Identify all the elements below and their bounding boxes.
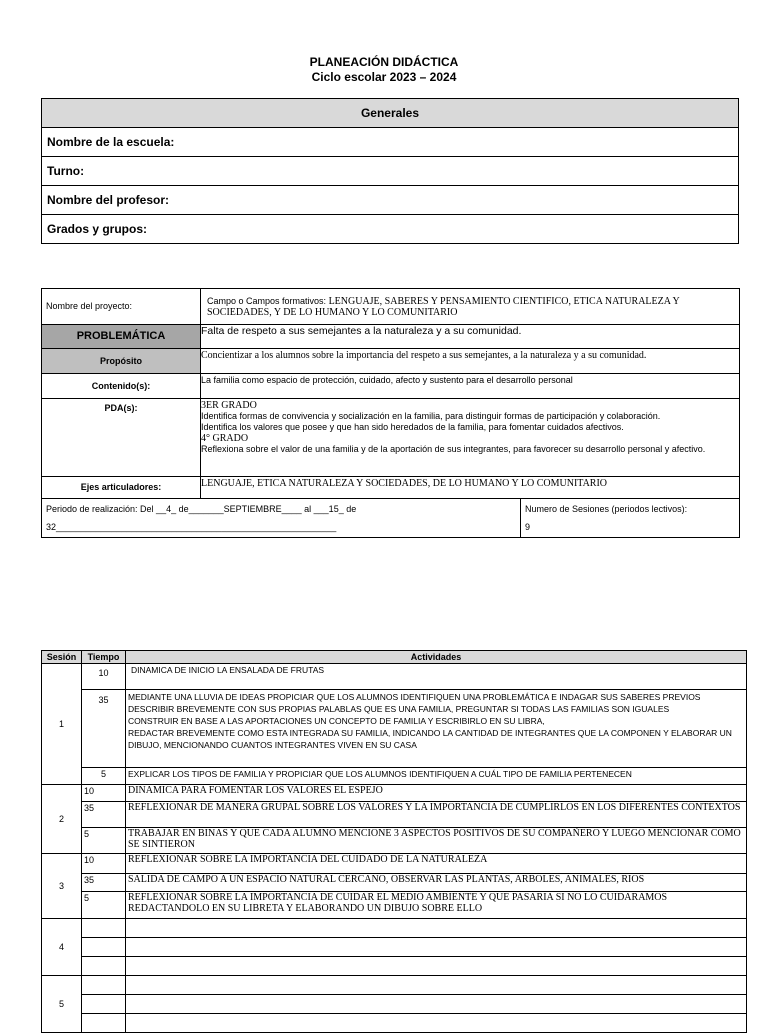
tiempo-cell: 10 [82,785,126,802]
sesion-4: 4 [42,919,82,976]
proyecto-table [41,288,740,538]
actividad-cell[interactable]: REFLEXIONAR SOBRE LA IMPORTANCIA DEL CUIDADO DE LA NATURALEZA [126,854,747,874]
ejes-label: Ejes articuladores: [42,477,201,499]
actividad-cell[interactable]: DINAMICA PARA FOMENTAR LOS VALORES EL ESPEJO [126,785,747,802]
actividad-line: MEDIANTE UNA LLUVIA DE IDEAS PROPICIAR QUE LOS ALUMNOS IDENTIFIQUEN UNA PROBLEMÁTICA E INDAGAR SUS SABERES PREVIOS [128,692,701,702]
contenido-value[interactable]: La familia como espacio de protección, cuidado, afecto y sustento para el desarrollo personal [201,374,740,399]
sesion-3: 3 [42,854,82,919]
nombre-profesor-field[interactable]: Nombre del profesor: [42,186,739,215]
sesion-2: 2 [42,785,82,854]
pda-label: PDA(s): [42,399,201,477]
actividad-line: CONSTRUIR EN BASE A LAS APORTACIONES UN CONCEPTO DE FAMILIA Y ESCRIBIRLO EN SU LIBRA, [128,716,545,726]
actividad-cell[interactable] [126,995,747,1014]
tiempo-cell: 35 [82,802,126,828]
tiempo-cell: 5 [82,828,126,854]
pda-line-3: Reflexiona sobre el valor de una familia y de la aportación de sus integrantes, para favorecer su desarrollo personal y afectivo. [201,444,706,454]
nombre-escuela-field[interactable]: Nombre de la escuela: [42,128,739,157]
header-actividades: Actividades [126,651,747,664]
nombre-proyecto-label: Nombre del proyecto: [42,289,201,325]
periodo-line-2: 32________________________________________________________ [46,522,337,532]
sesiones-cell[interactable] [521,499,740,538]
actividad-cell[interactable] [126,1014,747,1033]
proposito-label: Propósito [42,349,201,374]
tiempo-cell: 10 [82,854,126,874]
tiempo-cell: 35 [82,874,126,892]
contenido-label: Contenido(s): [42,374,201,399]
actividad-cell[interactable] [126,957,747,976]
pda-line-2: Identifica los valores que posee y que han sido heredados de la familia, para fomentar cuidados afectivos. [201,422,624,432]
campos-formativos-cell[interactable] [201,289,740,325]
actividad-cell[interactable] [126,938,747,957]
tiempo-cell[interactable] [82,1014,126,1033]
tiempo-cell: 5 [82,768,126,785]
document-title: PLANEACIÓN DIDÁCTICA [309,55,459,69]
pda-value[interactable] [201,399,740,477]
actividad-cell[interactable] [126,976,747,995]
header-tiempo: Tiempo [82,651,126,664]
actividad-line: REDACTAR BREVEMENTE COMO ESTA INTEGRADA SU FAMILIA, INDICANDO LA CANTIDAD DE INTEGRANTES QUE LA COMPONEN Y ELABORAR UN DIBUJO, MENCIONANDO CUANTOS INTEGRANTES VIVEN EN SU CASA [128,728,732,750]
tiempo-cell: 35 [82,690,126,768]
problematica-value[interactable]: Falta de respeto a sus semejantes a la naturaleza y a su comunidad. [201,325,740,349]
ejes-value[interactable]: LENGUAJE, ETICA NATURALEZA Y SOCIEDADES, DE LO HUMANO Y LO COMUNITARIO [201,477,740,499]
tiempo-cell[interactable] [82,938,126,957]
sesion-5: 5 [42,976,82,1033]
header-sesion: Sesión [42,651,82,664]
actividad-cell[interactable]: EXPLICAR LOS TIPOS DE FAMILIA Y PROPICIAR QUE LOS ALUMNOS IDENTIFIQUEN A CUÁL TIPO DE FAMILIA PERTENECEN [126,768,747,785]
actividad-cell[interactable]: REFLEXIONAR DE MANERA GRUPAL SOBRE LOS VALORES Y LA IMPORTANCIA DE CUMPLIRLOS EN LOS DIFERENTES CONTEXTOS [126,802,747,828]
sesiones-label: Numero de Sesiones (periodos lectivos): [525,504,688,514]
tiempo-cell[interactable] [82,957,126,976]
sesiones-value: 9 [525,522,531,532]
actividad-cell[interactable]: SALIDA DE CAMPO A UN ESPACIO NATURAL CERCANO, OBSERVAR LAS PLANTAS, ARBOLES, ANIMALES, RIOS [126,874,747,892]
pda-grado-3: 3ER GRADO [201,400,257,411]
tiempo-cell[interactable] [82,919,126,938]
campo-value: LENGUAJE, SABERES Y PENSAMIENTO CIENTIFICO, ETICA NATURALEZA Y SOCIEDADES, Y DE LO HUMANO Y LO COMUNITARIO [207,295,680,318]
actividad-cell[interactable]: DINAMICA DE INICIO LA ENSALADA DE FRUTAS [126,664,747,690]
proposito-value[interactable]: Concientizar a los alumnos sobre la importancia del respeto a sus semejantes, a la naturaleza y a su comunidad. [201,349,740,374]
tiempo-cell[interactable] [82,976,126,995]
campo-prefix: Campo o Campos formativos: [207,295,327,306]
tiempo-cell[interactable] [82,995,126,1014]
pda-line-1: Identifica formas de convivencia y socialización en la familia, para distinguir formas de participación y colaboración. [201,411,661,421]
problematica-label: PROBLEMÁTICA [42,325,201,349]
pda-grado-4: 4° GRADO [201,433,249,444]
document-subtitle: Ciclo escolar 2023 – 2024 [311,70,457,84]
periodo-cell[interactable] [42,499,521,538]
tiempo-cell: 10 [82,664,126,690]
generales-table [41,98,739,244]
periodo-line-1: Periodo de realización: Del __4_ de_______SEPTIEMBRE____ al ___15_ de [46,504,357,514]
turno-field[interactable]: Turno: [42,157,739,186]
actividad-cell[interactable] [126,690,747,768]
actividad-cell[interactable] [126,919,747,938]
tiempo-cell: 5 [82,892,126,919]
actividad-line: DESCRIBIR BREVEMENTE CON SUS PROPIAS PALABLAS QUE ES UNA FAMILIA, PREGUNTAR SI TODAS LAS FAMILIAS SON IGUALES [128,704,670,714]
grados-grupos-field[interactable]: Grados y grupos: [42,215,739,244]
actividad-cell[interactable]: TRABAJAR EN BINAS Y QUE CADA ALUMNO MENCIONE 3 ASPECTOS POSITIVOS DE SU COMPAÑERO Y LUEGO MENCIONAR COMO SE SINTIERON [126,828,747,854]
sesion-1: 1 [42,664,82,785]
actividades-table [41,650,747,1033]
generales-heading: Generales [42,99,739,128]
actividad-cell[interactable]: REFLEXIONAR SOBRE LA IMPORTANCIA DE CUIDAR EL MEDIO AMBIENTE Y QUE PASARIA SI NO LO CUIDARAMOS REDACTANDOLO EN SU LIBRETA Y ELABORANDO UN DIBUJO SOBRE ELLO [126,892,747,919]
